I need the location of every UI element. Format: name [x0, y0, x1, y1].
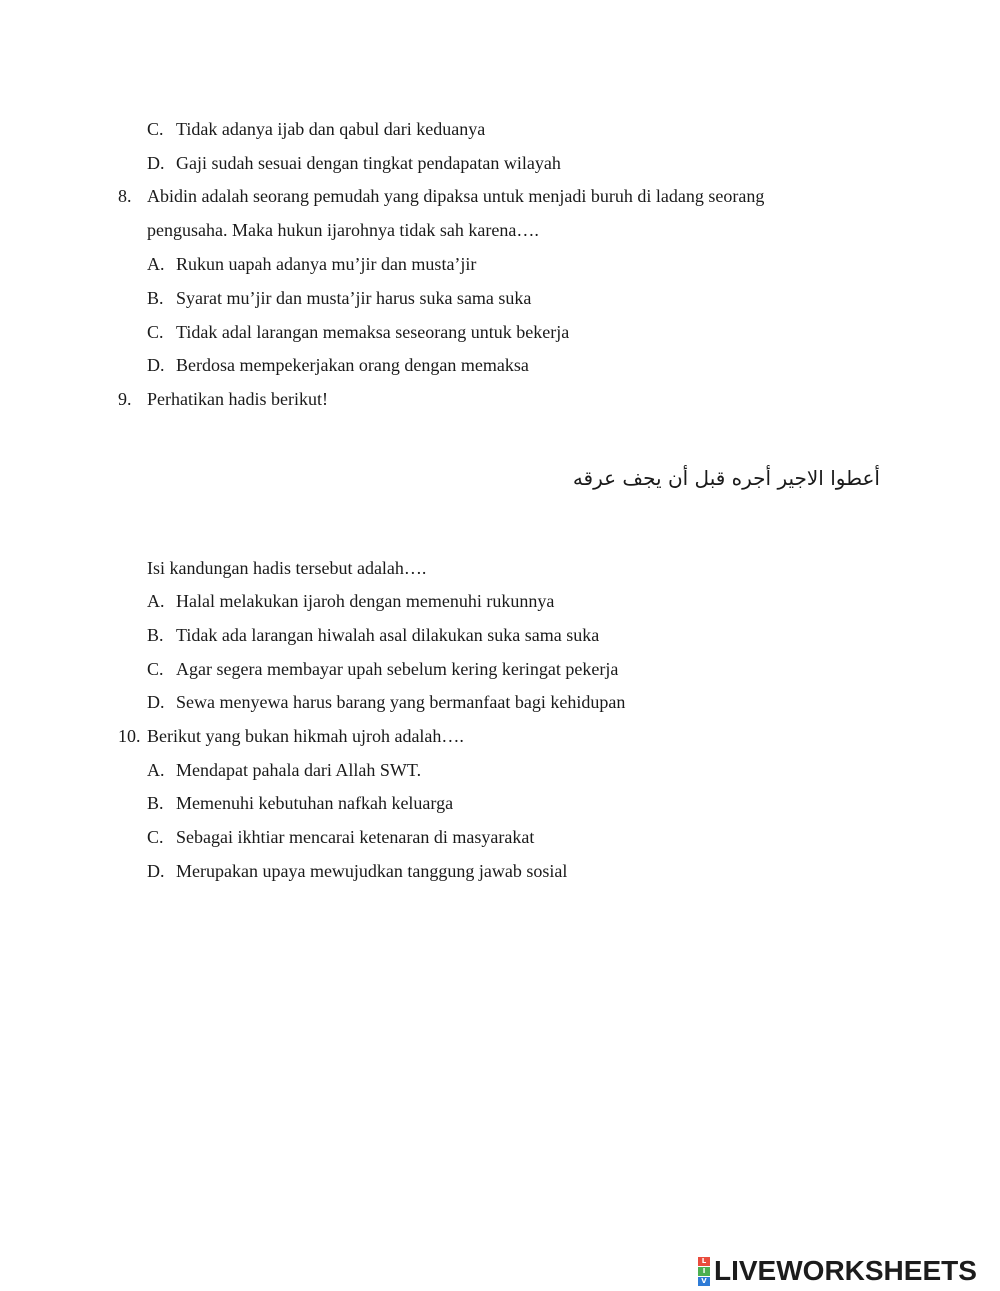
option-letter: D.: [147, 355, 165, 375]
question-number: 10.: [118, 726, 141, 746]
option-text: Mendapat pahala dari Allah SWT.: [176, 760, 422, 780]
question-number: 8.: [118, 186, 132, 206]
option-letter: B.: [147, 625, 164, 645]
logo-text: LIVEWORKSHEETS: [714, 1255, 977, 1286]
option-letter: A.: [147, 591, 165, 611]
option-text: Tidak adanya ijab dan qabul dari keduanya: [176, 119, 486, 139]
question-prompt: Isi kandungan hadis tersebut adalah….: [147, 558, 427, 578]
option-text: Syarat mu’jir dan musta’jir harus suka sama suka: [176, 288, 532, 308]
question-text: Berikut yang bukan hikmah ujroh adalah….: [147, 726, 464, 746]
logo-block: I: [698, 1267, 710, 1276]
option-letter: B.: [147, 288, 164, 308]
option-text: Gaji sudah sesuai dengan tingkat pendapatan wilayah: [176, 153, 561, 173]
question-text: Perhatikan hadis berikut!: [147, 389, 328, 409]
option-letter: A.: [147, 254, 165, 274]
option-text: Sewa menyewa harus barang yang bermanfaat bagi kehidupan: [176, 692, 626, 712]
option-letter: C.: [147, 659, 164, 679]
question-text: Abidin adalah seorang pemudah yang dipaksa untuk menjadi buruh di ladang seorang: [147, 186, 765, 206]
option-text: Merupakan upaya mewujudkan tanggung jawab sosial: [176, 861, 568, 881]
option-text: Rukun uapah adanya mu’jir dan musta’jir: [176, 254, 477, 274]
option-letter: C.: [147, 322, 164, 342]
option-text: Halal melakukan ijaroh dengan memenuhi rukunnya: [176, 591, 555, 611]
option-text: Sebagai ikhtiar mencarai ketenaran di masyarakat: [176, 827, 535, 847]
question-text: pengusaha. Maka hukun ijarohnya tidak sah karena….: [147, 220, 539, 240]
option-text: Berdosa mempekerjakan orang dengan memaksa: [176, 355, 529, 375]
logo-block: V: [698, 1277, 710, 1286]
logo-block: L: [698, 1257, 710, 1266]
logo-blocks-icon: [698, 1257, 710, 1286]
option-text: Tidak ada larangan hiwalah asal dilakukan suka sama suka: [176, 625, 600, 645]
option-text: Agar segera membayar upah sebelum kering keringat pekerja: [176, 659, 619, 679]
option-letter: C.: [147, 827, 164, 847]
question-number: 9.: [118, 389, 132, 409]
hadith-text: أعطوا الاجير أجره قبل أن يجف عرقه: [572, 466, 880, 490]
liveworksheets-logo[interactable]: [698, 1256, 977, 1286]
option-letter: D.: [147, 153, 165, 173]
option-letter: D.: [147, 692, 165, 712]
option-letter: A.: [147, 760, 165, 780]
option-letter: B.: [147, 793, 164, 813]
option-text: Memenuhi kebutuhan nafkah keluarga: [176, 793, 454, 813]
option-text: Tidak adal larangan memaksa seseorang untuk bekerja: [176, 322, 570, 342]
option-letter: C.: [147, 119, 164, 139]
option-letter: D.: [147, 861, 165, 881]
